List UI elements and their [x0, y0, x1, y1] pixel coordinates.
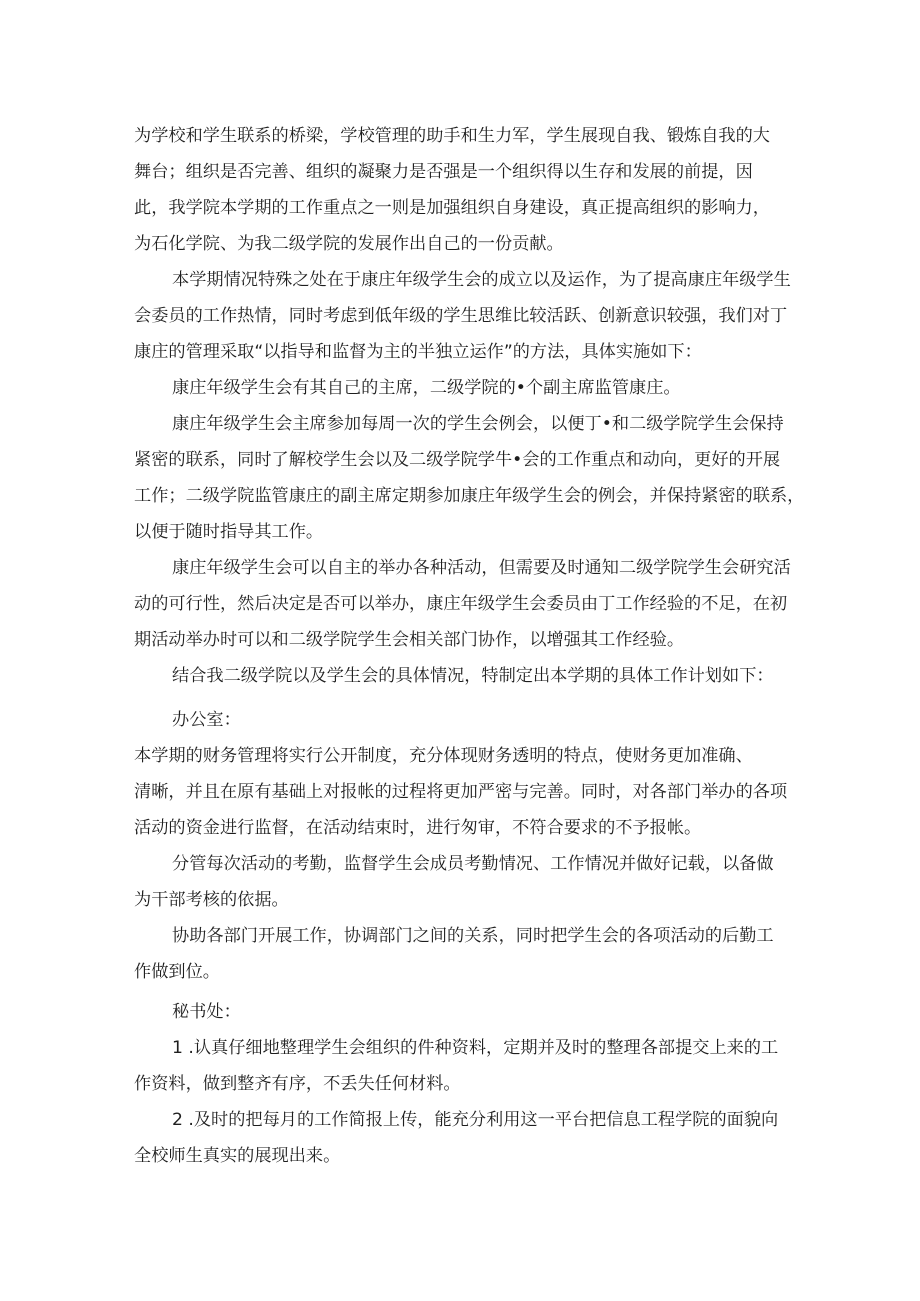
- text-line: 本学期的财务管理将实行公开制度，充分体现财务透明的特点，使财务更加准确、: [134, 746, 753, 766]
- section-heading-secretariat: 秘书处：: [172, 1002, 241, 1022]
- text-line: 舞台；组织是否完善、组织的凝聚力是否强是一个组织得以生存和发展的前提，因: [134, 162, 753, 182]
- list-item: 2 .及时的把每月的工作简报上传，能充分利用这一平台把信息工程学院的面貌向: [172, 1110, 779, 1130]
- text-line: 紧密的联系，同时了解校学生会以及二级学院学牛•会的工作重点和动向，更好的开展: [134, 450, 781, 470]
- text-line: 康庄年级学生会有其自己的主席，二级学院的•个副主席监管康庄。: [172, 378, 681, 398]
- text-line: 协助各部门开展工作，协调部门之间的关系，同时把学生会的各项活动的后勤工: [172, 926, 774, 946]
- text-line: 康庄年级学生会主席参加每周一次的学生会例会，以便丁•和二级学院学生会保持: [172, 414, 784, 434]
- text-line: 作资料，做到整齐有序，不丢失任何材料。: [134, 1074, 461, 1094]
- text-line: 会委员的工作热情，同时考虑到低年级的学生思维比较活跃、创新意识较强，我们对丁: [134, 306, 788, 326]
- text-line: 作做到位。: [134, 962, 220, 982]
- text-line: 活动的资金进行监督，在活动结束时，进行匆审，不符合要求的不予报帐。: [134, 818, 702, 838]
- text-line: 为石化学院、为我二级学院的发展作出自己的一份贡献。: [134, 234, 564, 254]
- text-line: 动的可行性，然后决定是否可以举办，康庄年级学生会委员由丁工作经验的不足，在初: [134, 594, 788, 614]
- section-heading-office: 办公室：: [172, 710, 241, 730]
- text-line: 全校师生真实的展现出来。: [134, 1146, 341, 1166]
- text-line: 分管每次活动的考勤，监督学生会成员考勤情况、工作情况并做好记载，以备做: [172, 854, 774, 874]
- text-line: 工作；二级学院监管康庄的副主席定期参加康庄年级学生会的例会，并保持紧密的联系，: [134, 486, 805, 506]
- text-line: 以便于随时指导其工作。: [134, 522, 324, 542]
- text-line: 本学期情况特殊之处在于康庄年级学生会的成立以及运作，为了提高康庄年级学生: [172, 270, 791, 290]
- list-item: 1 .认真仔细地整理学生会组织的件种资料，定期并及时的整理各部提交上来的工: [172, 1038, 779, 1058]
- text-line: 康庄的管理采取“以指导和监督为主的半独立运作”的方法，具体实施如下：: [134, 342, 702, 362]
- text-line: 期活动举办时可以和二级学院学生会相关部门协作，以增强其工作经验。: [134, 630, 685, 650]
- text-line: 为学校和学生联系的桥梁，学校管理的助手和生力军，学生展现自我、锻炼自我的大: [134, 126, 770, 146]
- text-line: 此，我学院本学期的工作重点之一则是加强组织自身建设，真正提高组织的影响力，: [134, 198, 770, 218]
- text-line: 清晰，并且在原有基础上对报帐的过程将更加严密与完善。同时，对各部门举办的各项: [134, 782, 788, 802]
- text-line: 结合我二级学院以及学生会的具体情况，特制定出本学期的具体工作计划如下：: [172, 666, 774, 686]
- text-line: 康庄年级学生会可以自主的举办各种活动，但需要及时通知二级学院学生会研究活: [172, 558, 791, 578]
- text-line: 为干部考核的依据。: [134, 890, 289, 910]
